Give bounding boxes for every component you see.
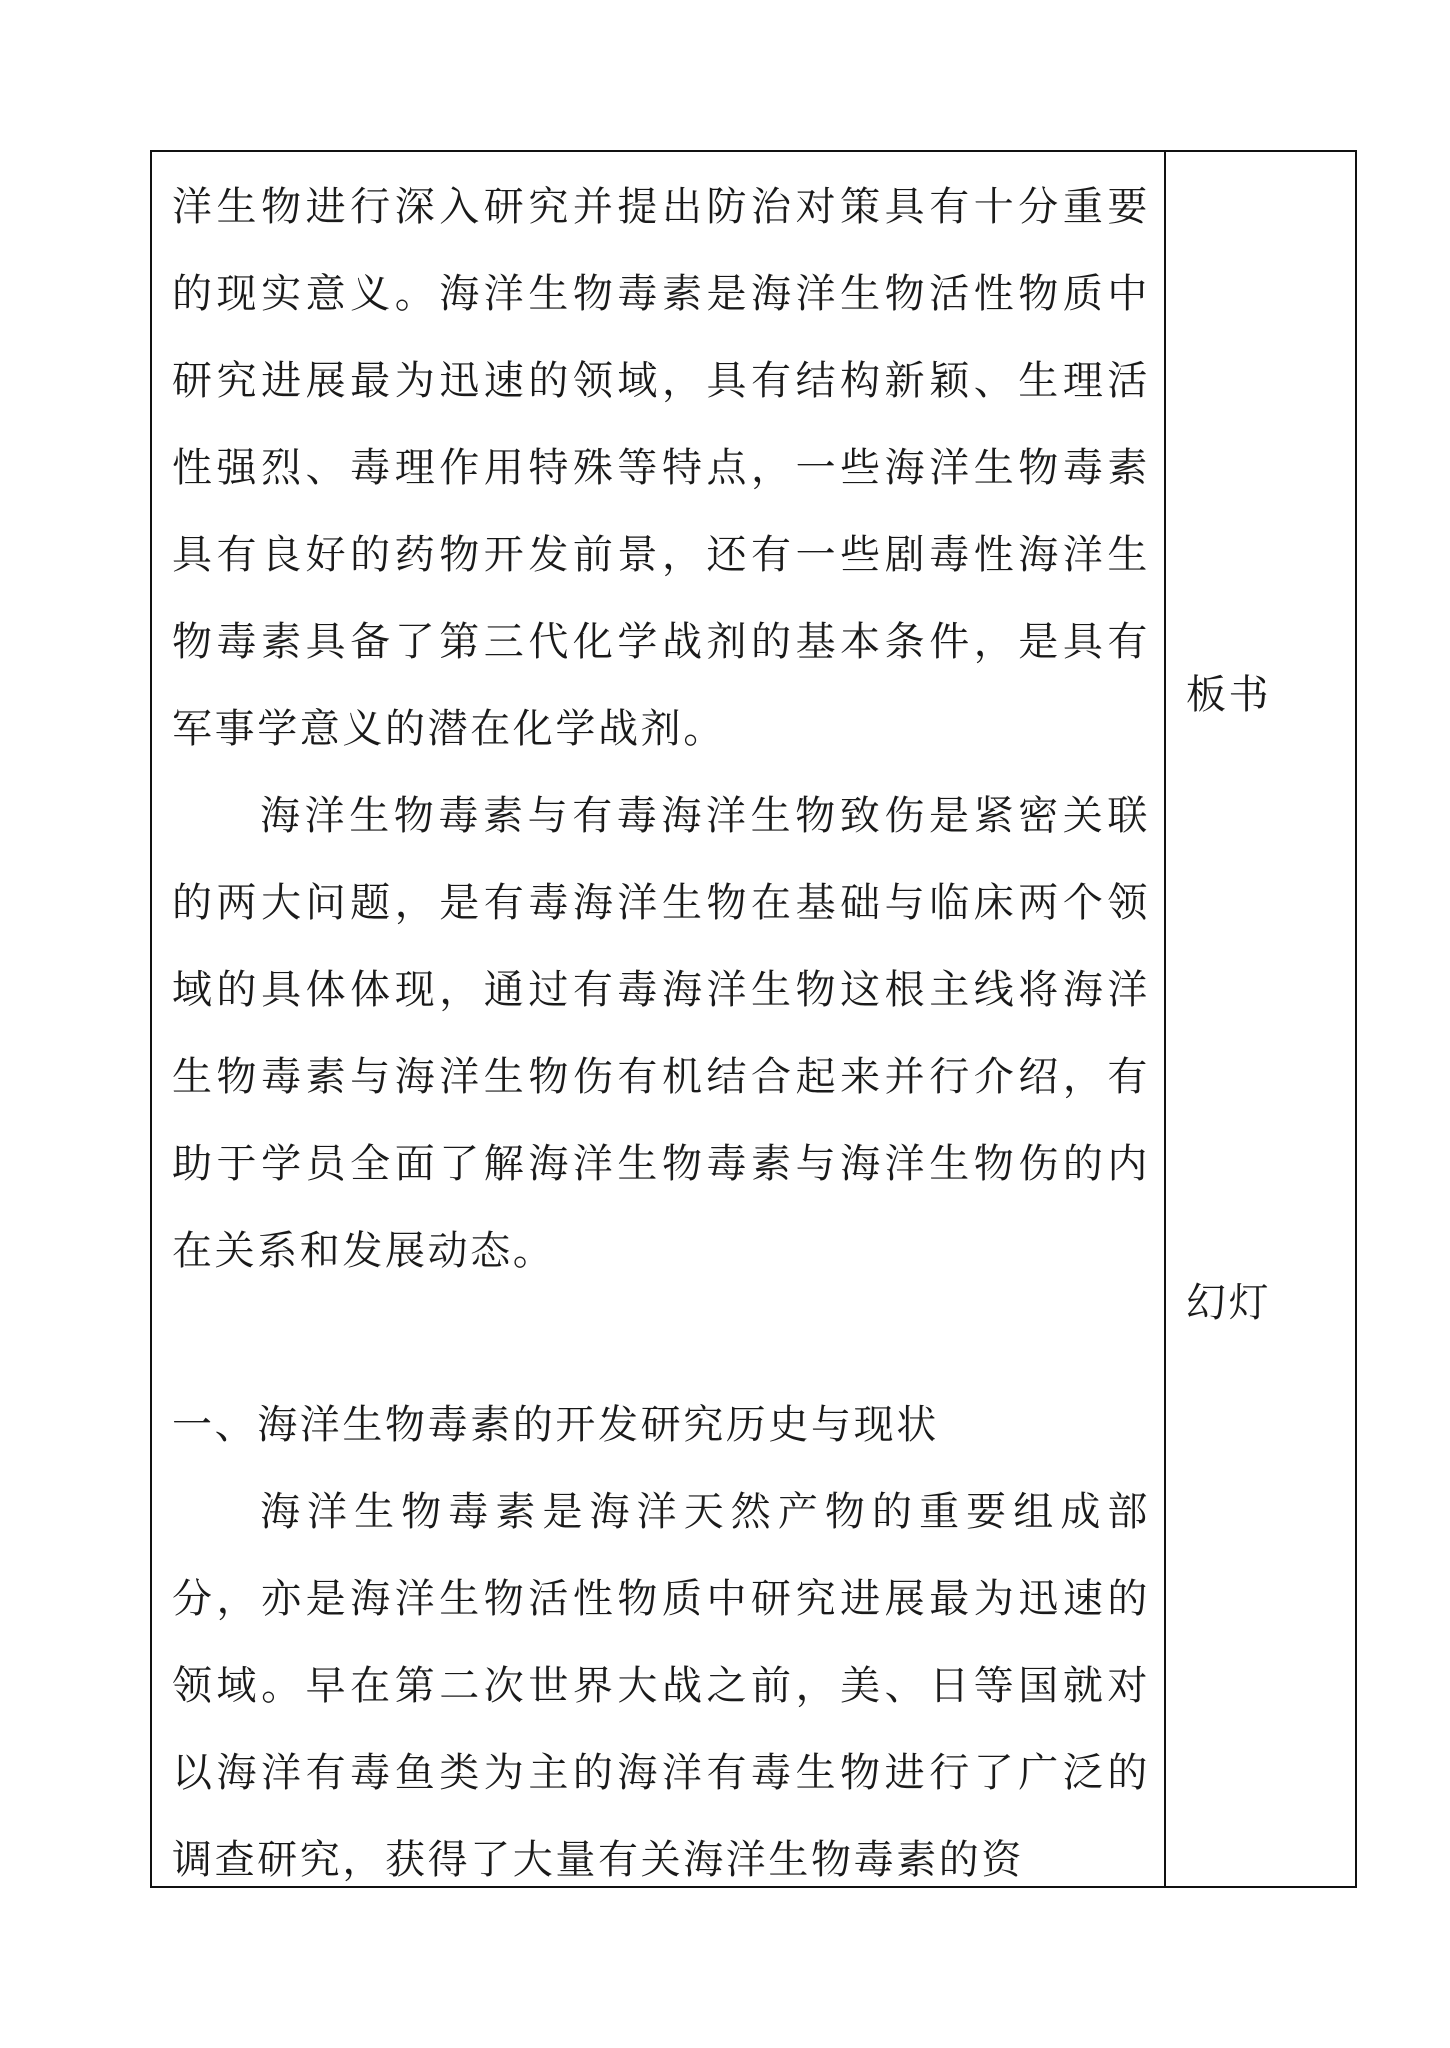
lesson-table (150, 150, 1357, 1888)
side-note-slides: 幻灯 (1186, 1280, 1272, 1326)
paragraph-2: 海洋生物毒素与有毒海洋生物致伤是紧密关联的两大问题，是有毒海洋生物在基础与临床两个领域的具体体现，通过有毒海洋生物这根主线将海洋生物毒素与海洋生物伤有机结合起来并行介绍，有助于学员全面了解海洋生物毒素与海洋生物伤的内在关系和发展动态。 (172, 793, 1150, 1274)
notes-cell (1166, 152, 1355, 1886)
section-paragraph: 海洋生物毒素是海洋天然产物的重要组成部分，亦是海洋生物活性物质中研究进展最为迅速的领域。早在第二次世界大战之前，美、日等国就对以海洋有毒鱼类为主的海洋有毒生物进行了广泛的调查研究，获得了大量有关海洋生物毒素的资 (172, 1489, 1150, 1883)
paragraph-1: 洋生物进行深入研究并提出防治对策具有十分重要的现实意义。海洋生物毒素是海洋生物活性物质中研究进展最为迅速的领域，具有结构新颖、生理活性强烈、毒理作用特殊等特点，一些海洋生物毒素具有良好的药物开发前景，还有一些剧毒性海洋生物毒素具备了第三代化学战剂的基本条件，是具有军事学意义的潜在化学战剂。 (172, 184, 1150, 752)
blank-line (172, 1295, 1150, 1382)
section-heading: 一、海洋生物毒素的开发研究历史与现状 (172, 1402, 939, 1448)
side-note-blackboard: 板书 (1186, 672, 1272, 718)
content-cell (152, 152, 1166, 1886)
